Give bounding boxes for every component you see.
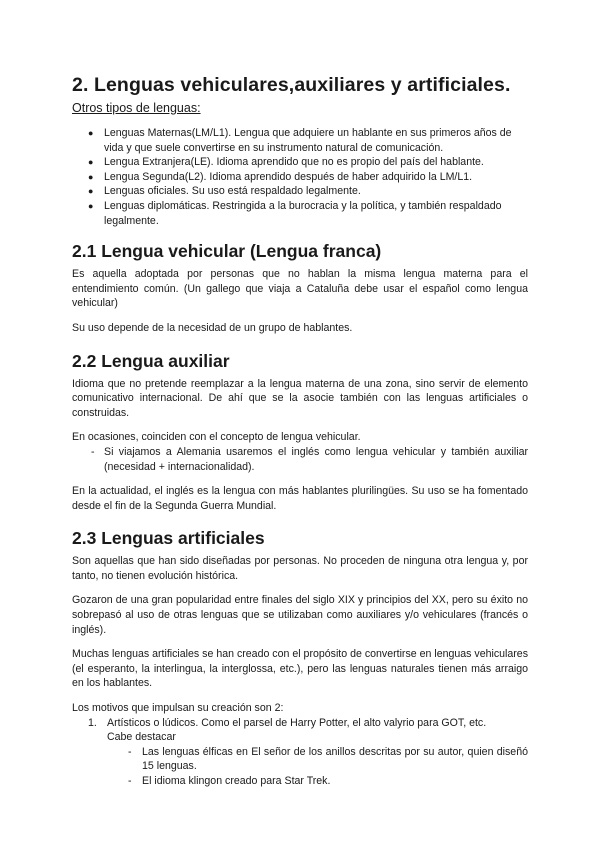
list-item: - Las lenguas élficas en El señor de los anillos descritas por su autor, quien diseñó 15 lenguas. (128, 745, 528, 773)
dash-icon: - (128, 775, 132, 787)
numbered-list (72, 716, 528, 745)
subtitle: Otros tipos de lenguas: (72, 101, 201, 115)
bullet-icon: ● (88, 200, 94, 211)
bullet-icon: ● (88, 128, 94, 138)
bullet-icon: ● (88, 171, 94, 182)
list-item: 1. Artísticos o lúdicos. Como el parsel de Harry Potter, el alto valyrio para GOT, etc. Cabe destacar (88, 716, 487, 744)
page-title: 2. Lenguas vehiculares,auxiliares y artificiales. (72, 74, 511, 96)
dash-icon: - (128, 745, 132, 758)
section-heading-2-1: 2.1 Lengua vehicular (Lengua franca) (72, 241, 382, 262)
paragraph: Son aquellas que han sido diseñadas por personas. No proceden de ninguna otra lengua y, por tanto, no tienen evolución histórica. (72, 555, 528, 582)
dash-icon: - (91, 445, 95, 458)
paragraph: Su uso depende de la necesidad de un grupo de hablantes. (72, 321, 353, 334)
list-item: ● Lenguas oficiales. Su uso está respaldado legalmente. (88, 185, 361, 198)
list-item: - Si viajamos a Alemania usaremos el inglés como lengua vehicular y también auxiliar (necesidad + internacionalidad). (91, 445, 528, 473)
bullet-icon: ● (88, 186, 94, 197)
paragraph: Muchas lenguas artificiales se han creado con el propósito de convertirse en lenguas vehiculares (el esperanto, la interlingua, la interglossa, etc.), pero las lenguas naturales tienen más arraigo en los hablantes. (72, 648, 528, 690)
list-item: ● Lenguas Maternas(LM/L1). Lengua que adquiere un hablante en sus primeros años de vida y que suele convertirse en su instrumento natural de comunicación. (88, 127, 512, 154)
list-item: - El idioma klingon creado para Star Trek. (128, 775, 331, 787)
language-types-list (72, 126, 528, 228)
nested-dash-list (72, 745, 528, 789)
list-item: ● Lengua Extranjera(LE). Idioma aprendido que no es propio del país del hablante. (88, 156, 484, 169)
paragraph: Los motivos que impulsan su creación son 2: (72, 702, 284, 715)
paragraph: Es aquella adoptada por personas que no hablan la misma lengua materna para el entendimiento común. (Un gallego que viaja a Cataluña debe usar el español como lengua vehicular) (72, 268, 528, 310)
bullet-icon: ● (88, 157, 94, 168)
list-item: ● Lengua Segunda(L2). Idioma aprendido después de haber adquirido la LM/L1. (88, 170, 473, 183)
paragraph: En la actualidad, el inglés es la lengua con más hablantes plurilingües. Su uso se ha fomentado desde el fin de la Segunda Guerra Mundial. (72, 485, 528, 512)
paragraph: Idioma que no pretende reemplazar a la lengua materna de una zona, sino servir de elemento comunicativo internacional. De ahí que se la asocie también con las lenguas artificiales o construidas. (72, 377, 528, 419)
paragraph: En ocasiones, coinciden con el concepto de lengua vehicular. (72, 431, 361, 444)
paragraph: Gozaron de una gran popularidad entre finales del siglo XIX y principios del XX, pero su éxito no sobrepasó al uso de otras lenguas que se utilizaban como auxiliares y/o vehiculares (francés o inglés). (72, 594, 528, 636)
section-heading-2-3: 2.3 Lenguas artificiales (72, 528, 265, 549)
dash-list (72, 445, 528, 474)
section-heading-2-2: 2.2 Lengua auxiliar (72, 350, 230, 371)
list-item: ● Lenguas diplomáticas. Restringida a la burocracia y la política, y también respaldado legalmente. (88, 199, 502, 227)
